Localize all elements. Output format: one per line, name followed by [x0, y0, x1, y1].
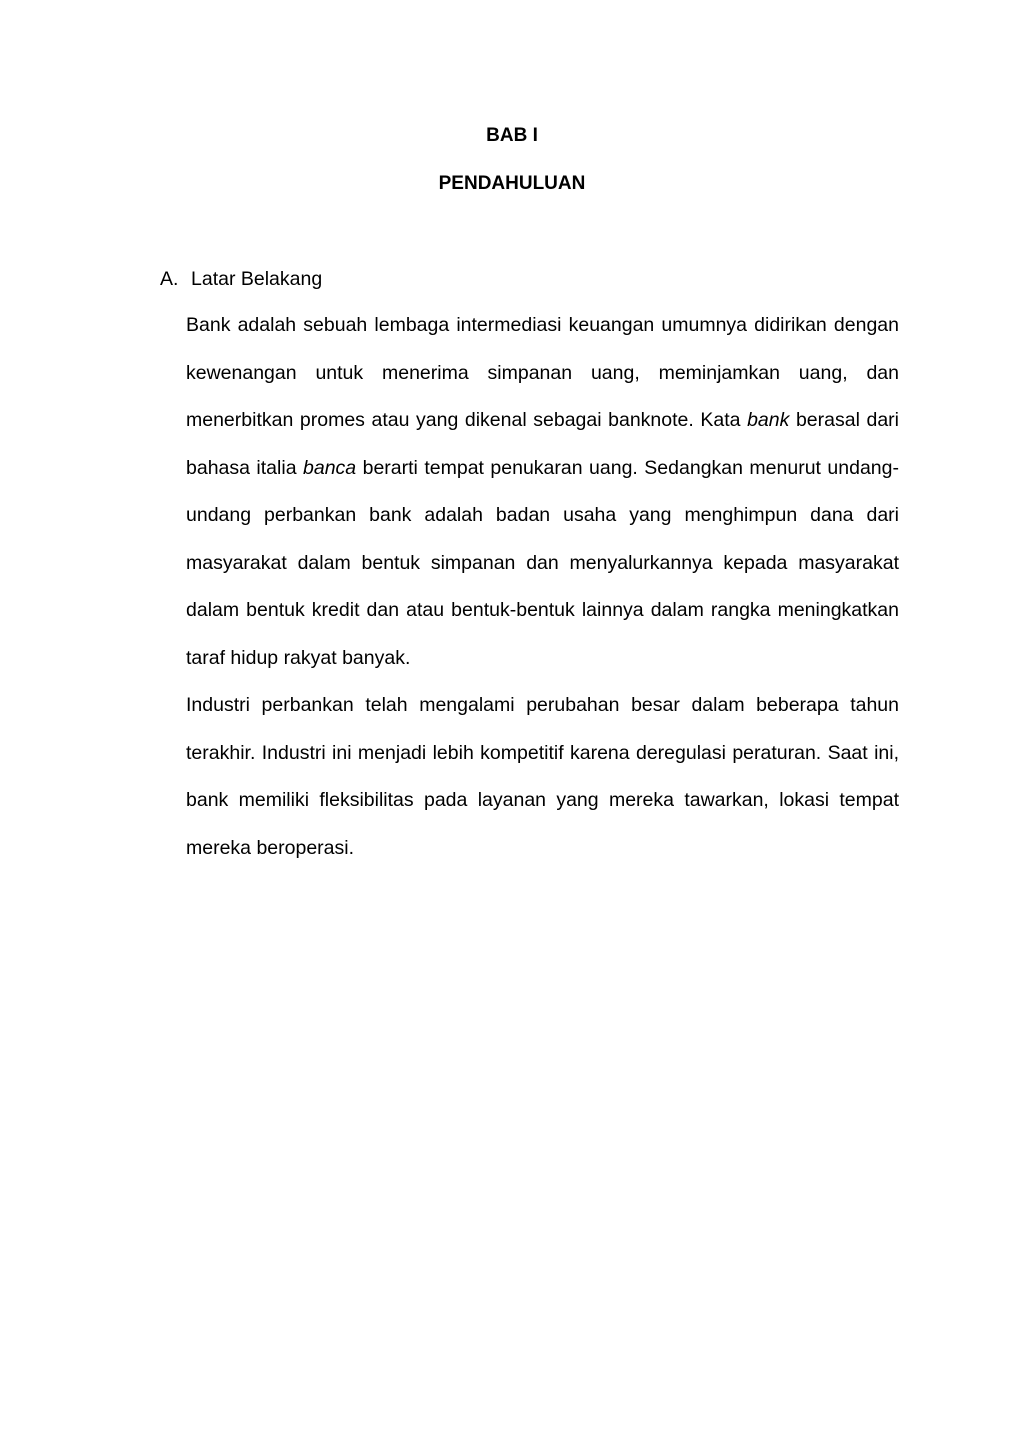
- paragraph-banking-industry: Industri perbankan telah mengalami perubahan besar dalam beberapa tahun terakhir. Industri ini menjadi lebih kompetitif karena deregulasi peraturan. Saat ini, bank memiliki fleksibilitas pada layanan yang mereka tawarkan, lokasi tempat mereka beroperasi.: [186, 694, 899, 859]
- paragraph-bank-definition: [186, 302, 899, 682]
- italic-term-bank: bank: [747, 409, 790, 431]
- chapter-title: PENDAHULUAN: [438, 173, 586, 194]
- italic-term-banca: banca: [303, 456, 357, 479]
- chapter-number: BAB I: [486, 125, 538, 146]
- section-title: Latar Belakang: [191, 268, 323, 290]
- paragraph-text: Bank adalah sebuah lembaga intermediasi keuangan umumnya didirikan dengan kewenangan untuk menerima simpanan uang, meminjamkan uang, dan menerbitkan promes atau yang dikenal sebagai banknote. Kata: [186, 314, 899, 431]
- section-marker: A.: [160, 268, 179, 290]
- paragraph-text: berarti tempat penukaran uang. Sedangkan menurut undang-undang perbankan bank adalah badan usaha yang menghimpun dana dari masyarakat dalam bentuk simpanan dan menyalurkannya kepada masyarakat dalam bentuk kredit dan atau bentuk-bentuk lainnya dalam rangka meningkatkan taraf hidup rakyat banyak.: [186, 456, 899, 669]
- paragraph-text: berasal dari bahasa italia: [186, 409, 900, 479]
- section-heading: [160, 266, 322, 292]
